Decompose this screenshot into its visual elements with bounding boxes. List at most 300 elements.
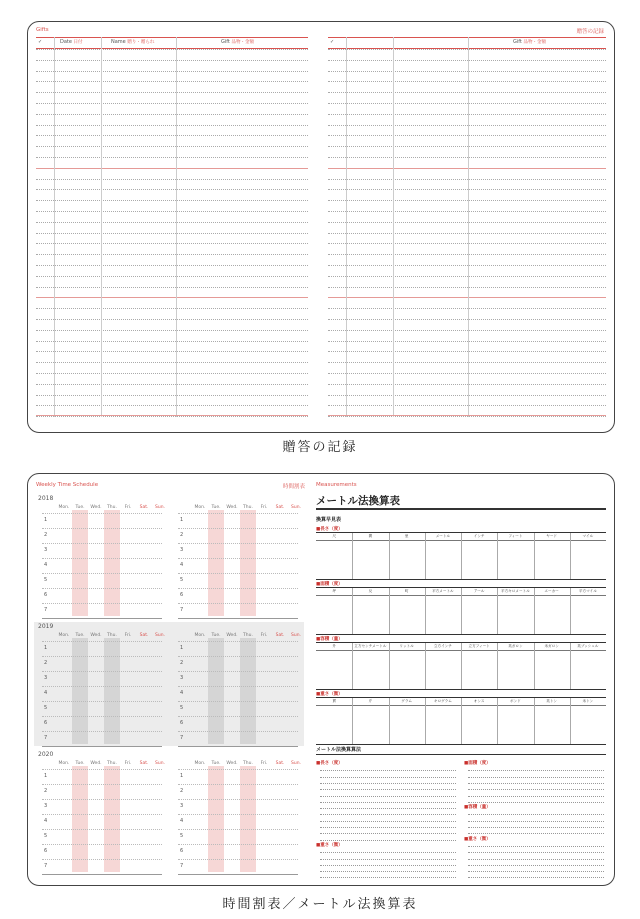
gift-row-line xyxy=(36,92,308,93)
conversion-row xyxy=(320,783,456,784)
period-line xyxy=(178,859,298,860)
conversion-row xyxy=(468,865,604,866)
measurements-subtitle: 換算早見表 xyxy=(316,517,342,523)
block-bottom-line xyxy=(178,874,298,875)
gift-row-line xyxy=(36,168,308,169)
period-line xyxy=(42,603,162,604)
table-column-header: 立方センチメートル xyxy=(354,644,387,648)
table-column-line xyxy=(461,588,462,634)
gift-row-line xyxy=(328,384,606,385)
schedule-measurements-panel xyxy=(27,473,615,886)
period-line xyxy=(42,731,162,732)
period-line xyxy=(178,603,298,604)
table-column-line xyxy=(570,588,571,634)
table-column-line xyxy=(461,698,462,744)
block-bottom-line xyxy=(178,618,298,619)
gift-row-line xyxy=(36,254,308,255)
gift-row-line xyxy=(36,114,308,115)
gift-column-line xyxy=(346,37,347,417)
gift-row-line xyxy=(36,135,308,136)
period-label: 5 xyxy=(180,577,184,583)
gift-row-line xyxy=(36,146,308,147)
gift-row-line xyxy=(36,416,308,417)
period-label: 2 xyxy=(180,660,184,666)
gift-row-line xyxy=(328,49,606,50)
period-label: 3 xyxy=(44,803,48,809)
gift-row-line xyxy=(36,179,308,180)
table-column-line xyxy=(461,643,462,689)
day-label: Thu. xyxy=(107,761,117,766)
gift-row-line xyxy=(328,287,606,288)
gift-header: Gift 品物・金額 xyxy=(513,39,546,45)
table-column-header: オンス xyxy=(473,699,485,703)
table-column-line xyxy=(352,643,353,689)
day-label: Wed. xyxy=(90,633,102,638)
gift-column-line xyxy=(468,37,469,417)
table-column-line xyxy=(570,533,571,579)
conversion-section-label: ■容積（量） xyxy=(464,805,491,811)
day-label: Wed. xyxy=(226,761,238,766)
table-column-line xyxy=(352,533,353,579)
section-label: ■面積（度） xyxy=(316,582,343,587)
measurements-header: Measurements xyxy=(316,482,357,488)
table-column-line xyxy=(534,533,535,579)
conversion-row xyxy=(320,871,456,872)
gift-row-line xyxy=(36,200,308,201)
gift-row-line xyxy=(36,233,308,234)
period-line xyxy=(178,814,298,815)
conversion-table xyxy=(316,532,606,580)
period-label: 4 xyxy=(180,818,184,824)
table-column-line xyxy=(425,698,426,744)
day-label: Fri. xyxy=(260,761,268,766)
table-column-header: グラム xyxy=(401,699,412,703)
conversion-row xyxy=(320,777,456,778)
period-label: 3 xyxy=(44,675,48,681)
day-label: Fri. xyxy=(260,505,268,510)
table-column-line xyxy=(425,643,426,689)
period-line xyxy=(178,784,298,785)
period-line xyxy=(42,686,162,687)
conversion-row xyxy=(468,796,604,797)
gift-bottom-line xyxy=(36,415,308,416)
period-label: 7 xyxy=(44,607,48,613)
period-line xyxy=(42,784,162,785)
gift-row-line xyxy=(328,319,606,320)
highlight-column xyxy=(104,510,120,616)
period-line xyxy=(42,513,162,514)
period-line xyxy=(42,844,162,845)
highlight-column xyxy=(208,510,224,616)
table-column-header: 尺 xyxy=(332,534,336,538)
period-label: 3 xyxy=(180,547,184,553)
highlight-column xyxy=(240,766,256,872)
period-line xyxy=(178,656,298,657)
period-label: 6 xyxy=(180,592,184,598)
gift-row-line xyxy=(328,351,606,352)
period-line xyxy=(178,716,298,717)
gift-row-line xyxy=(36,341,308,342)
period-label: 4 xyxy=(44,818,48,824)
gift-row-line xyxy=(36,405,308,406)
conversion-row xyxy=(468,877,604,878)
gift-row-line xyxy=(36,71,308,72)
day-label: Thu. xyxy=(107,505,117,510)
gift-row-line xyxy=(328,179,606,180)
period-line xyxy=(178,731,298,732)
gifts-right-header xyxy=(328,37,606,49)
conversion-row xyxy=(320,796,456,797)
conversion-row xyxy=(468,802,604,803)
day-label: Mon. xyxy=(194,633,206,638)
period-line xyxy=(42,769,162,770)
day-label: Wed. xyxy=(226,633,238,638)
table-column-line xyxy=(461,533,462,579)
gift-row-line xyxy=(328,125,606,126)
highlight-column xyxy=(208,638,224,744)
gifts-left-header xyxy=(36,37,308,49)
gift-row-line xyxy=(36,308,308,309)
table-column-header: 米トン xyxy=(582,699,594,703)
period-line xyxy=(42,671,162,672)
gifts-title: Gifts xyxy=(36,27,49,33)
gift-row-line xyxy=(36,384,308,385)
period-label: 4 xyxy=(180,562,184,568)
conversion-row xyxy=(468,827,604,828)
period-label: 4 xyxy=(44,690,48,696)
period-label: 1 xyxy=(180,645,184,651)
period-line xyxy=(42,588,162,589)
conversion-row xyxy=(320,827,456,828)
method-rule xyxy=(316,754,606,755)
table-column-header: アール xyxy=(473,589,485,593)
gift-row-line xyxy=(328,168,606,169)
gift-column-line xyxy=(176,37,177,417)
gift-row-line xyxy=(36,49,308,50)
conversion-row xyxy=(468,859,604,860)
gift-row-line xyxy=(328,200,606,201)
title-rule xyxy=(316,508,606,510)
conversion-row xyxy=(468,814,604,815)
table-column-header: 英トン xyxy=(546,699,558,703)
year-label: 2020 xyxy=(38,751,54,758)
day-label: Thu. xyxy=(243,633,253,638)
gift-row-line xyxy=(328,373,606,374)
gifts-title-ja: 贈答の記録 xyxy=(576,29,604,35)
day-label: Sat. xyxy=(275,505,285,510)
day-label: Tue. xyxy=(75,633,85,638)
table-column-header: フィート xyxy=(508,534,523,538)
gift-row-line xyxy=(36,60,308,61)
gift-row-line xyxy=(328,243,606,244)
period-label: 7 xyxy=(44,735,48,741)
period-label: 5 xyxy=(44,833,48,839)
conversion-row xyxy=(320,802,456,803)
gift-row-line xyxy=(328,362,606,363)
gift-row-line xyxy=(36,103,308,104)
day-label: Sat. xyxy=(139,633,149,638)
day-label: Tue. xyxy=(75,505,85,510)
table-column-line xyxy=(389,698,390,744)
period-line xyxy=(178,701,298,702)
table-column-header: 間 xyxy=(368,534,373,538)
day-label: Fri. xyxy=(260,633,268,638)
conversion-row xyxy=(320,789,456,790)
period-line xyxy=(42,543,162,544)
day-label: Sat. xyxy=(275,633,285,638)
period-line xyxy=(42,716,162,717)
gift-row-line xyxy=(328,222,606,223)
table-column-line xyxy=(570,643,571,689)
day-label: Tue. xyxy=(211,761,221,766)
period-label: 3 xyxy=(180,803,184,809)
gift-row-line xyxy=(36,189,308,190)
gift-row-line xyxy=(328,146,606,147)
highlight-column xyxy=(240,638,256,744)
period-line xyxy=(178,528,298,529)
table-column-line xyxy=(497,643,498,689)
period-label: 1 xyxy=(44,517,48,523)
table-column-line xyxy=(534,643,535,689)
gift-row-line xyxy=(328,92,606,93)
gift-row-line xyxy=(36,243,308,244)
table-column-header: 坪 xyxy=(332,589,336,593)
section-label: ■容積（量） xyxy=(316,637,343,642)
gift-column-line xyxy=(393,37,394,417)
period-line xyxy=(42,656,162,657)
day-label: Tue. xyxy=(211,633,221,638)
conversion-row xyxy=(320,814,456,815)
period-label: 1 xyxy=(180,517,184,523)
highlight-column xyxy=(72,638,88,744)
day-label: Sun. xyxy=(291,505,301,510)
period-line xyxy=(178,588,298,589)
period-label: 6 xyxy=(180,720,184,726)
gift-row-line xyxy=(328,254,606,255)
period-line xyxy=(42,829,162,830)
section-label: ■重さ（衡） xyxy=(316,692,343,697)
gift-row-line xyxy=(328,157,606,158)
period-line xyxy=(42,641,162,642)
conversion-row xyxy=(320,852,456,853)
measurements-title: メートル法換算表 xyxy=(316,495,400,507)
gift-row-line xyxy=(328,276,606,277)
date-header: Date 日付 xyxy=(60,39,83,45)
conversion-table xyxy=(316,697,606,745)
gift-row-line xyxy=(36,351,308,352)
gift-row-line xyxy=(328,395,606,396)
period-label: 2 xyxy=(44,788,48,794)
table-column-header: メートル xyxy=(435,534,451,538)
gift-row-line xyxy=(328,416,606,417)
day-label: Sun. xyxy=(155,761,165,766)
gift-row-line xyxy=(328,114,606,115)
day-label: Thu. xyxy=(243,505,253,510)
table-column-line xyxy=(570,698,571,744)
period-label: 5 xyxy=(180,833,184,839)
conversion-row xyxy=(320,840,456,841)
block-bottom-line xyxy=(178,746,298,747)
period-line xyxy=(178,829,298,830)
gift-row-line xyxy=(328,405,606,406)
gift-row-line xyxy=(36,330,308,331)
schedule-title-ja: 時間割表 xyxy=(283,484,306,490)
gift-row-line xyxy=(36,297,308,298)
day-label: Sat. xyxy=(275,761,285,766)
conversion-section-label: ■面積（度） xyxy=(464,761,491,766)
table-column-header: 平方キロメートル xyxy=(501,589,530,593)
highlight-column xyxy=(208,766,224,872)
conversion-section-label: ■重さ（衡） xyxy=(464,836,491,842)
gift-row-line xyxy=(36,222,308,223)
day-label: Fri. xyxy=(124,633,132,638)
table-column-line xyxy=(425,588,426,634)
highlight-column xyxy=(72,766,88,872)
period-label: 1 xyxy=(44,773,48,779)
day-label: Mon. xyxy=(194,505,206,510)
table-column-header: 斤 xyxy=(368,699,373,703)
conversion-row xyxy=(320,821,456,822)
table-column-line xyxy=(497,533,498,579)
period-line xyxy=(178,543,298,544)
caption-schedule-measurements: 時間割表／メートル法換算表 xyxy=(222,897,418,912)
table-column-header: 平方メートル xyxy=(432,589,454,593)
table-column-header: 米ガロン xyxy=(544,644,559,648)
table-column-header: インチ xyxy=(473,534,485,538)
conversion-row xyxy=(468,871,604,872)
table-column-header: 立方インチ xyxy=(433,644,452,648)
gift-row-line xyxy=(328,71,606,72)
gift-row-line xyxy=(36,362,308,363)
day-label: Tue. xyxy=(211,505,221,510)
conversion-table xyxy=(316,587,606,635)
table-column-line xyxy=(425,533,426,579)
conversion-row xyxy=(468,789,604,790)
period-label: 5 xyxy=(44,577,48,583)
period-line xyxy=(42,859,162,860)
block-bottom-line xyxy=(42,618,162,619)
conversion-method-title: メートル法換算算法 xyxy=(316,747,362,753)
table-column-header: ポンド xyxy=(509,699,521,703)
gift-row-line xyxy=(328,341,606,342)
period-line xyxy=(178,671,298,672)
conversion-row xyxy=(320,859,456,860)
period-label: 3 xyxy=(44,547,48,553)
highlight-column xyxy=(240,510,256,616)
period-label: 7 xyxy=(180,607,184,613)
gift-row-line xyxy=(328,265,606,266)
gift-row-line xyxy=(328,233,606,234)
period-line xyxy=(178,844,298,845)
gift-row-line xyxy=(36,287,308,288)
gift-row-line xyxy=(36,157,308,158)
table-column-line xyxy=(389,643,390,689)
table-column-header: 英ブッシェル xyxy=(577,644,599,648)
gift-row-line xyxy=(36,276,308,277)
table-column-header: マイル xyxy=(582,534,594,538)
day-label: Sun. xyxy=(155,633,165,638)
period-label: 4 xyxy=(44,562,48,568)
period-line xyxy=(178,686,298,687)
period-label: 5 xyxy=(44,705,48,711)
period-label: 3 xyxy=(180,675,184,681)
conversion-section-label: ■長さ（度） xyxy=(316,761,343,766)
schedule-title: Weekly Time Schedule xyxy=(36,482,99,488)
conversion-row xyxy=(468,770,604,771)
gift-row-line xyxy=(36,125,308,126)
day-label: Wed. xyxy=(90,505,102,510)
table-column-line xyxy=(389,588,390,634)
highlight-column xyxy=(104,766,120,872)
conversion-row xyxy=(468,852,604,853)
period-label: 5 xyxy=(180,705,184,711)
caption-gifts: 贈答の記録 xyxy=(282,440,358,455)
period-label: 1 xyxy=(44,645,48,651)
conversion-row xyxy=(468,846,604,847)
table-column-header: 町 xyxy=(404,589,409,593)
day-label: Thu. xyxy=(243,761,253,766)
day-label: Wed. xyxy=(90,761,102,766)
day-label: Sun. xyxy=(291,633,301,638)
period-line xyxy=(42,799,162,800)
period-line xyxy=(178,799,298,800)
table-column-line xyxy=(389,533,390,579)
period-label: 2 xyxy=(44,660,48,666)
conversion-table xyxy=(316,642,606,690)
gift-row-line xyxy=(36,211,308,212)
gift-row-line xyxy=(328,135,606,136)
table-column-header: 英ガロン xyxy=(508,644,523,648)
table-column-line xyxy=(352,588,353,634)
period-line xyxy=(178,558,298,559)
gift-row-line xyxy=(36,81,308,82)
gift-column-line xyxy=(101,37,102,417)
conversion-row xyxy=(468,783,604,784)
table-column-header: 升 xyxy=(332,644,336,648)
highlight-column xyxy=(104,638,120,744)
gift-row-line xyxy=(328,81,606,82)
conversion-row xyxy=(468,833,604,834)
period-label: 6 xyxy=(44,720,48,726)
day-label: Sat. xyxy=(139,761,149,766)
period-label: 6 xyxy=(180,848,184,854)
day-label: Tue. xyxy=(75,761,85,766)
gift-row-line xyxy=(328,211,606,212)
gift-row-line xyxy=(36,319,308,320)
table-column-header: 反 xyxy=(368,589,373,593)
year-label: 2018 xyxy=(38,495,54,502)
table-column-header: エーカー xyxy=(544,589,559,593)
conversion-row xyxy=(320,833,456,834)
conversion-row xyxy=(320,865,456,866)
table-column-header: リットル xyxy=(399,644,414,648)
period-line xyxy=(42,528,162,529)
table-column-header: 平方マイル xyxy=(578,589,597,593)
period-line xyxy=(178,641,298,642)
gifts-panel xyxy=(27,21,615,433)
conversion-row xyxy=(320,808,456,809)
table-column-header: 里 xyxy=(404,534,409,538)
table-column-header: 立方フィート xyxy=(468,644,490,648)
highlight-column xyxy=(72,510,88,616)
check-icon: ✓ xyxy=(330,39,335,45)
conversion-row xyxy=(468,821,604,822)
gift-row-line xyxy=(328,189,606,190)
day-label: Mon. xyxy=(58,505,70,510)
day-label: Fri. xyxy=(124,761,132,766)
period-line xyxy=(178,513,298,514)
gift-header: Gift 品物・金額 xyxy=(221,39,254,45)
